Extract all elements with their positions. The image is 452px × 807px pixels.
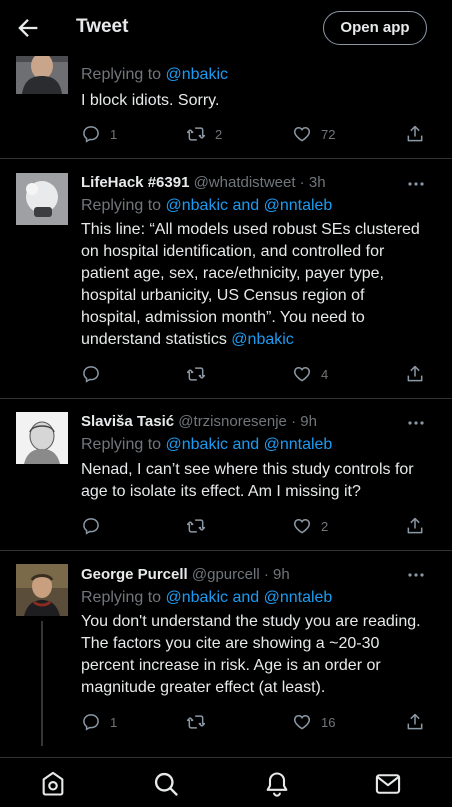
tweet-text: You don't understand the study you are reading. The factors you cite are showing a ~20-30 percent increase in risk. Age is an order or magnitude greater effect (at least). [81,613,421,696]
retweet-icon [186,516,206,536]
tweet-header [81,174,326,191]
reply-icon [81,712,101,732]
share-icon [405,712,425,732]
more-dots-icon [406,565,426,585]
share-icon [405,516,425,536]
arrow-left-icon [14,14,42,42]
avatar[interactable] [16,564,68,616]
more-dots-icon [406,174,426,194]
page-title: Tweet [76,16,129,37]
reply-context: Replying to @nbakic and @nntaleb [81,436,333,453]
nav-messages[interactable] [374,770,402,798]
share-icon [405,124,425,144]
reply-count: 1 [110,714,118,730]
mention-link[interactable]: @nbakic [231,331,294,348]
reply-mention[interactable]: @nbakic and @nntaleb [165,197,333,214]
top-bar [0,0,452,56]
tweet-text: This line: “All models used robust SEs clustered on hospital identification, and controlled for patient age, sex, race/ethnicity, payer type, hospital urbanicity, US Census region of hospital, admission month”. You need to understand statistics @nbakic [81,221,420,348]
nav-home[interactable] [39,770,67,798]
author-handle[interactable]: @whatdistweet · 3h [193,174,326,191]
back-button[interactable] [14,14,42,42]
like-count: 4 [321,366,329,382]
reply-count: 1 [110,126,118,142]
tweet-text: Nenad, I can’t see where this study controls for age to isolate its effect. Am I missing it? [81,461,414,500]
reply-mention[interactable]: @nbakic [165,66,228,83]
like-button[interactable] [292,363,328,385]
share-button[interactable] [405,711,425,733]
author-handle[interactable]: @trzisnoresenje · 9h [178,413,317,430]
tweet-header [81,566,290,583]
retweet-button[interactable] [186,711,215,733]
retweet-icon [186,364,206,384]
share-button[interactable] [405,515,425,537]
reply-context: Replying to @nbakic and @nntaleb [81,589,333,606]
tweet-actions [0,711,452,733]
retweet-button[interactable] [186,363,215,385]
author-handle[interactable]: @gpurcell · 9h [191,566,290,583]
avatar[interactable] [16,173,68,225]
tweet-actions [0,363,452,385]
share-button[interactable] [405,123,425,145]
author-name[interactable]: George Purcell [81,566,188,583]
like-button[interactable] [292,711,335,733]
heart-icon [292,364,312,384]
more-button[interactable] [406,174,426,194]
reply-button[interactable] [81,515,110,537]
reply-context: Replying to @nbakic and @nntaleb [81,197,333,214]
heart-icon [292,712,312,732]
reply-icon [81,516,101,536]
author-name[interactable]: LifeHack #6391 [81,174,190,191]
more-dots-icon [406,413,426,433]
retweet-icon [186,712,206,732]
tweet-actions [0,123,452,145]
open-app-button[interactable]: Open app [323,11,427,45]
tweet-header [81,413,317,430]
share-icon [405,364,425,384]
like-count: 2 [321,518,329,534]
retweet-button[interactable] [186,515,215,537]
like-button[interactable] [292,515,328,537]
like-count: 72 [321,126,336,142]
like-button[interactable] [292,123,335,145]
more-button[interactable] [406,565,426,585]
share-button[interactable] [405,363,425,385]
reply-button[interactable] [81,363,110,385]
heart-icon [292,124,312,144]
more-button[interactable] [406,413,426,433]
retweet-count: 2 [215,126,223,142]
like-count: 16 [321,714,336,730]
tweet-actions [0,515,452,537]
avatar[interactable] [16,412,68,464]
nav-notifications[interactable] [263,770,291,798]
reply-mention[interactable]: @nbakic and @nntaleb [165,436,333,453]
tweet-lifehack[interactable] [0,159,452,402]
reply-button[interactable] [81,711,117,733]
reply-context: Replying to @nbakic [81,66,228,83]
reply-icon [81,124,101,144]
retweet-icon [186,124,206,144]
tweet-text: I block idiots. Sorry. [81,92,220,109]
bottom-nav [0,757,452,807]
nav-search[interactable] [152,770,180,798]
notifications-icon [263,770,291,798]
tweet-tasic[interactable] [0,399,452,551]
reply-button[interactable] [81,123,117,145]
author-name[interactable]: Slaviša Tasić [81,413,175,430]
messages-icon [374,770,402,798]
home-icon [39,770,67,798]
reply-icon [81,364,101,384]
tweet-purcell[interactable] [0,551,452,757]
heart-icon [292,516,312,536]
reply-mention[interactable]: @nbakic and @nntaleb [165,589,333,606]
search-icon [152,770,180,798]
retweet-button[interactable] [186,123,222,145]
